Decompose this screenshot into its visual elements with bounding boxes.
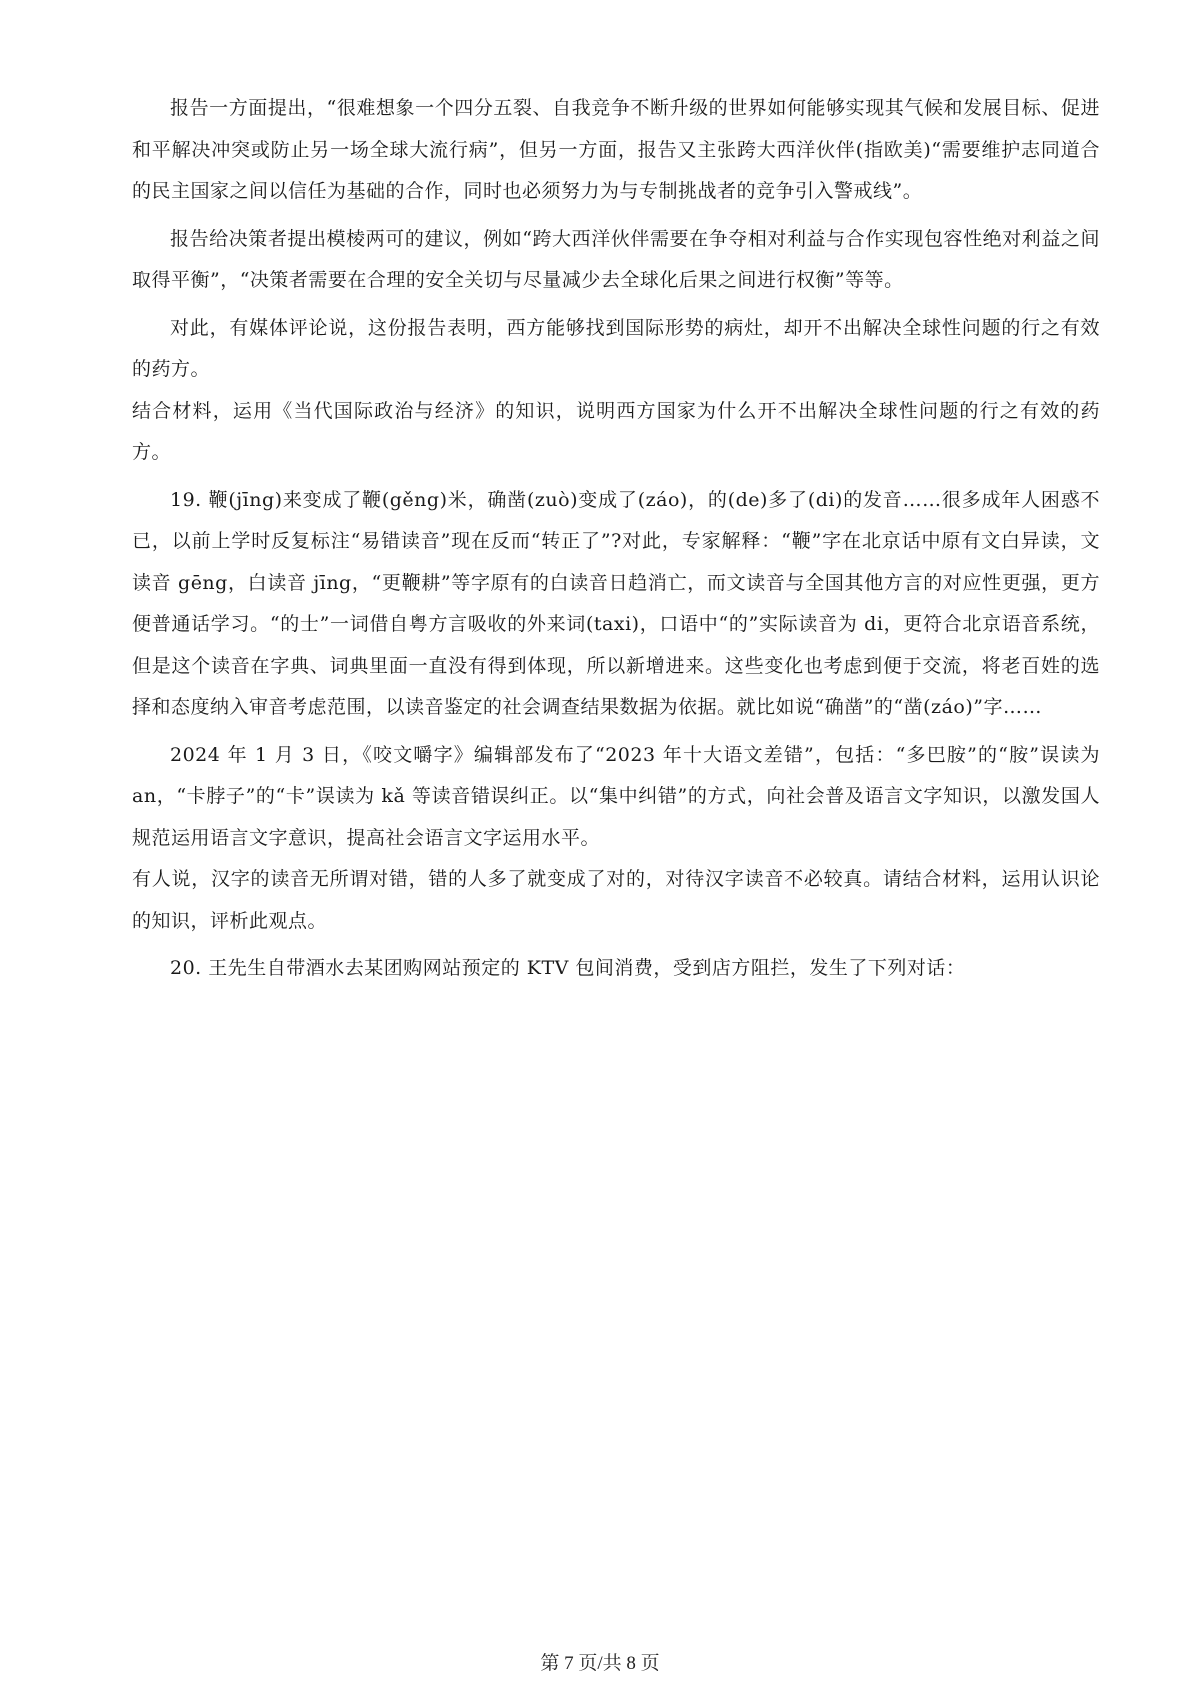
question-19-material: 19. 鞭(jīng)来变成了鞭(gěng)米，确凿(zuò)变成了(záo)，的(de)多了(di)的发音……很多成年人困惑不已，以前上学时反复标注“易错读音”现在反而“转正了”?对此，专家解释：“鞭”字在北京话中原有文白异读，文读音 gēng，白读音 jīng，“更鞭耕”等字原有的白读音日趋消亡，而文读音与全国其他方言的对应性更强，更方便普通话学习。“的士”一词借自粤方言吸收的外来词(taxi)，口语中“的”实际读音为 di，更符合北京语音系统，但是这个读音在字典、词典里面一直没有得到体现，所以新增进来。这些变化也考虑到便于交流，将老百姓的选择和态度纳入审音考虑范围，以读音鉴定的社会调查结果数据为依据。就比如说“确凿”的“凿(záo)”字…… bbox=[132, 488, 1100, 718]
document-body bbox=[132, 88, 1100, 990]
page-number-footer: 第 7 页/共 8 页 bbox=[540, 1653, 660, 1674]
question-18-prompt: 结合材料，运用《当代国际政治与经济》的知识，说明西方国家为什么开不出解决全球性问题的行之有效的药方。 bbox=[132, 399, 1100, 463]
paragraph-report-stance: 报告一方面提出，“很难想象一个四分五裂、自我竞争不断升级的世界如何能够实现其气候和发展目标、促进和平解决冲突或防止另一场全球大流行病”，但另一方面，报告又主张跨大西洋伙伴(指欧美)“需要维护志同道合的民主国家之间以信任为基础的合作，同时也必须努力为与专制挑战者的竞争引入警戒线”。 bbox=[132, 97, 1100, 202]
question-20-intro: 20. 王先生自带酒水去某团购网站预定的 KTV 包间消费，受到店方阻拦，发生了下列对话： bbox=[170, 957, 966, 979]
question-19-material-2: 2024 年 1 月 3 日，《咬文嚼字》编辑部发布了“2023 年十大语文差错”，包括：“多巴胺”的“胺”误读为 an，“卡脖子”的“卡”误读为 kǎ 等读音错误纠正。以“集中纠错”的方式，向社会普及语言文字知识，以激发国人规范运用语言文字意识，提高社会语言文字运用水平。 bbox=[132, 743, 1100, 849]
question-19-prompt: 有人说，汉字的读音无所谓对错，错的人多了就变成了对的，对待汉字读音不必较真。请结合材料，运用认识论的知识，评析此观点。 bbox=[132, 868, 1100, 932]
paragraph-media-comment: 对此，有媒体评论说，这份报告表明，西方能够找到国际形势的病灶，却开不出解决全球性问题的行之有效的药方。 bbox=[132, 316, 1100, 380]
paragraph-report-suggestions: 报告给决策者提出模棱两可的建议，例如“跨大西洋伙伴需要在争夺相对利益与合作实现包容性绝对利益之间取得平衡”，“决策者需要在合理的安全关切与尽量减少去全球化后果之间进行权衡”等等。 bbox=[132, 227, 1100, 291]
